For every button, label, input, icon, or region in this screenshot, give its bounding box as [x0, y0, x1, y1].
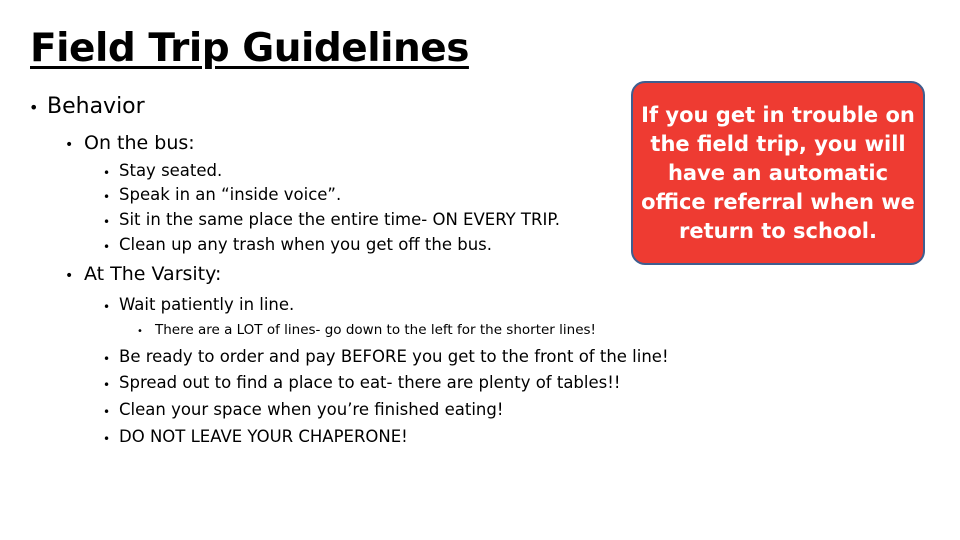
bullet-dot: •: [103, 352, 111, 366]
bullet-dot: •: [65, 268, 74, 284]
list-item: [103, 429, 408, 446]
behavior-heading: Behavior: [47, 94, 145, 119]
list-item: [103, 187, 341, 204]
warning-callout: [631, 81, 925, 265]
bullet-on-the-bus: [65, 134, 195, 153]
bullet-dot: •: [103, 300, 111, 314]
varsity-item-text: Spread out to find a place to eat- there are plenty of tables!!: [119, 373, 621, 392]
varsity-note-text: There are a LOT of lines- go down to the left for the shorter lines!: [155, 322, 596, 338]
callout-text: If you get in trouble on the field trip, you will have an automatic office referral when we return to school.: [641, 102, 915, 243]
bullet-dot: •: [65, 137, 74, 153]
varsity-wait-text: Wait patiently in line.: [119, 295, 295, 314]
bullet-dot: •: [103, 190, 111, 204]
varsity-item-text: Be ready to order and pay BEFORE you get to the front of the line!: [119, 347, 669, 366]
bullet-dot: •: [29, 98, 39, 117]
list-item: [103, 163, 222, 180]
bullet-dot: •: [103, 240, 111, 254]
bullet-dot: •: [103, 215, 111, 229]
at-the-varsity-heading: At The Varsity:: [84, 263, 222, 285]
list-item: [103, 212, 560, 229]
bullet-dot: •: [103, 378, 111, 392]
bullet-dot: •: [103, 432, 111, 446]
bullet-at-the-varsity: [65, 265, 221, 284]
bullet-dot: •: [103, 405, 111, 419]
on-the-bus-heading: On the bus:: [84, 132, 195, 154]
bus-item-text: Clean up any trash when you get off the bus.: [119, 235, 492, 254]
list-item: [103, 297, 294, 314]
varsity-item-text: DO NOT LEAVE YOUR CHAPERONE!: [119, 427, 408, 446]
list-item: [103, 402, 503, 419]
list-item-note: [137, 324, 596, 338]
bus-item-text: Stay seated.: [119, 161, 223, 180]
varsity-item-text: Clean your space when you’re finished eating!: [119, 400, 504, 419]
list-item: [103, 349, 669, 366]
bus-item-text: Speak in an “inside voice”.: [119, 185, 342, 204]
bullet-behavior: [29, 96, 145, 118]
list-item: [103, 237, 492, 254]
list-item: [103, 375, 620, 392]
page-title: Field Trip Guidelines: [30, 26, 469, 71]
bullet-dot: •: [103, 166, 111, 180]
bus-item-text: Sit in the same place the entire time- ON EVERY TRIP.: [119, 210, 560, 229]
bullet-dot: •: [137, 326, 143, 337]
